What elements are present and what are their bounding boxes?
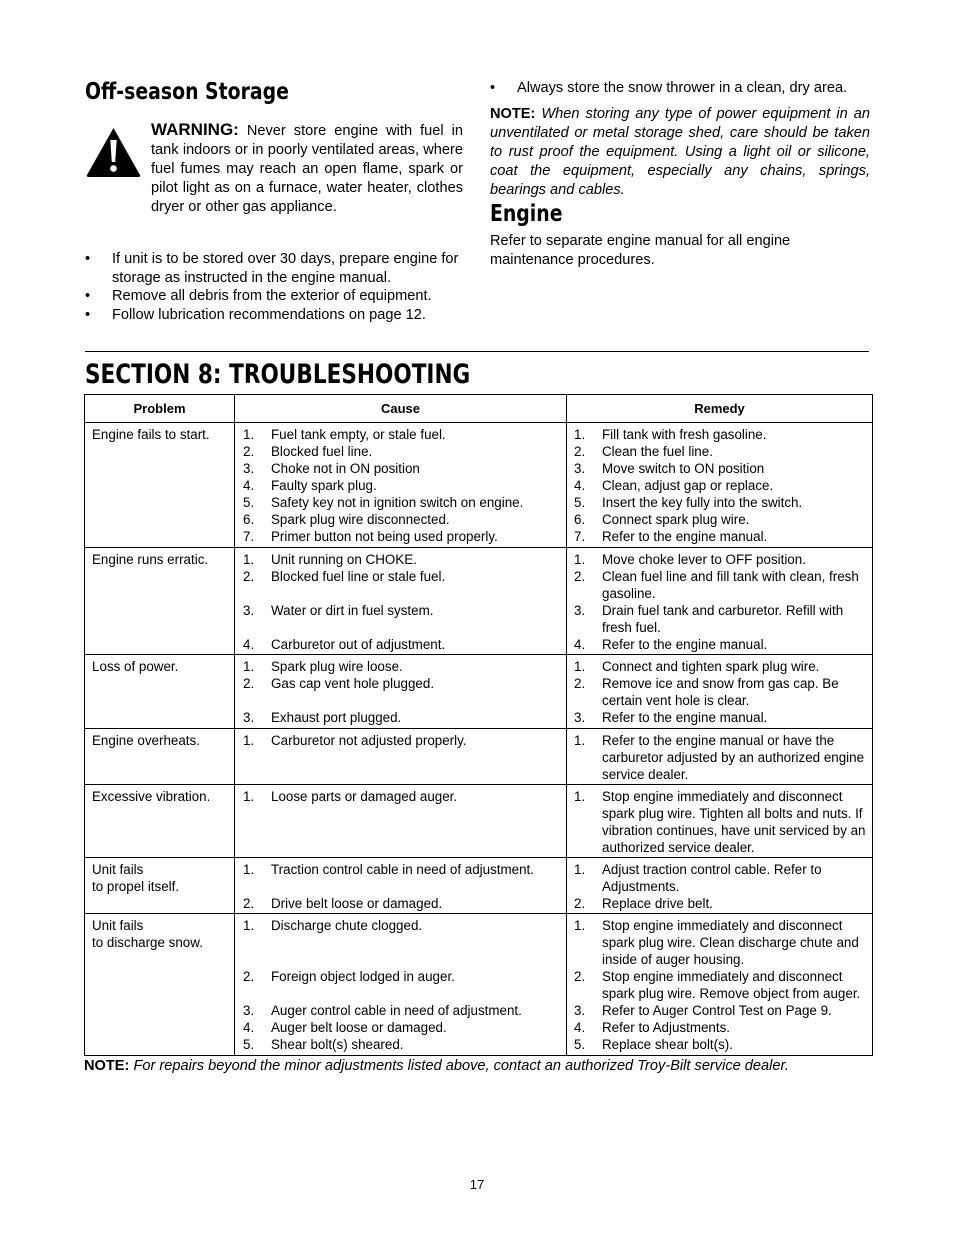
remedy-cell: 1. Refer to the engine manual or have the carburetor adjusted by an authorized engine service dealer. xyxy=(567,729,873,785)
table-header-row xyxy=(85,395,873,423)
warning-label: WARNING: xyxy=(151,120,239,139)
remedy-cell: 1. Adjust traction control cable. Refer to Adjustments. 2. Replace drive belt. xyxy=(567,858,873,914)
right-bullet-list xyxy=(490,79,870,98)
right-column xyxy=(490,78,870,270)
remedy-cell: 1. Stop engine immediately and disconnect spark plug wire. Tighten all bolts and nuts. If vibration continues, have unit serviced by an authorized service dealer. xyxy=(567,785,873,858)
note-label: NOTE: xyxy=(490,105,536,122)
storage-bullet-list xyxy=(85,250,463,325)
note-text: For repairs beyond the minor adjustments listed above, contact an authorized Troy-Bilt service dealer. xyxy=(133,1058,789,1074)
engine-text: Refer to separate engine manual for all engine maintenance procedures. xyxy=(490,232,791,268)
cause-cell: 1. Fuel tank empty, or stale fuel. 2. Blocked fuel line. 3. Choke not in ON position 4. Faulty spark plug. 5. Safety key not in ignition switch on engine. 6. Spark plug wire disconnected. 7. Primer button not being used properly. xyxy=(235,423,567,548)
column-header-remedy: Remedy xyxy=(567,395,873,423)
problem-cell: Engine runs erratic. xyxy=(85,548,235,655)
problem-cell: Unit fails to discharge snow. xyxy=(85,914,235,1056)
problem-cell: Unit fails to propel itself. xyxy=(85,858,235,914)
page-number: 17 xyxy=(469,1177,485,1192)
cause-cell: 1. Traction control cable in need of adjustment. 2. Drive belt loose or damaged. xyxy=(235,858,567,914)
warning-block xyxy=(85,120,463,216)
cause-cell: 1. Loose parts or damaged auger. xyxy=(235,785,567,858)
cause-cell: 1. Spark plug wire loose. 2. Gas cap vent hole plugged. 3. Exhaust port plugged. xyxy=(235,655,567,729)
table-row xyxy=(85,655,873,729)
warning-triangle-icon xyxy=(85,126,142,178)
remedy-cell: 1. Connect and tighten spark plug wire. 2. Remove ice and snow from gas cap. Be certain vent hole is clear. 3. Refer to the engine manual. xyxy=(567,655,873,729)
problem-cell: Loss of power. xyxy=(85,655,235,729)
problem-cell: Engine overheats. xyxy=(85,729,235,785)
list-item: • Always store the snow thrower in a clean, dry area. xyxy=(490,80,848,96)
troubleshooting-table xyxy=(84,394,873,1056)
offseason-heading: Off-season Storage xyxy=(85,79,289,105)
remedy-cell: 1. Fill tank with fresh gasoline. 2. Clean the fuel line. 3. Move switch to ON position 4. Clean, adjust gap or replace. 5. Insert the key fully into the switch. 6. Connect spark plug wire. 7. Refer to the engine manual. xyxy=(567,423,873,548)
table-row xyxy=(85,548,873,655)
remedy-cell: 1. Move choke lever to OFF position. 2. Clean fuel line and fill tank with clean, fresh gasoline. 3. Drain fuel tank and carburetor. Refill with fresh fuel. 4. Refer to the engine manual. xyxy=(567,548,873,655)
column-header-problem: Problem xyxy=(85,395,235,423)
table-row xyxy=(85,729,873,785)
problem-cell: Excessive vibration. xyxy=(85,785,235,858)
table-row xyxy=(85,423,873,548)
column-header-cause: Cause xyxy=(235,395,567,423)
warning-body: Never store engine with fuel in tank indoors or in poorly ventilated areas, where fuel fumes may reach an open flame, spark or pilot light as on a furnace, water heater, clothes dryer or other gas appliance. xyxy=(151,123,464,215)
note-text: When storing any type of power equipment in an unventilated or metal storage shed, care should be taken to rust proof the equipment. Using a light oil or silicone, coat the equipment, especially any chains, springs, bearings and cables. xyxy=(490,105,871,198)
remedy-cell: 1. Stop engine immediately and disconnect spark plug wire. Clean discharge chute and inside of auger housing. 2. Stop engine immediately and disconnect spark plug wire. Remove object from auger. 3. Refer to Auger Control Test on Page 9. 4. Refer to Adjustments. 5. Replace shear bolt(s). xyxy=(567,914,873,1056)
cause-cell: 1. Unit running on CHOKE. 2. Blocked fuel line or stale fuel. 3. Water or dirt in fuel system. 4. Carburetor out of adjustment. xyxy=(235,548,567,655)
warning-text xyxy=(151,120,463,217)
offseason-storage-section xyxy=(85,78,463,325)
storage-note xyxy=(490,105,870,200)
list-item: • Follow lubrication recommendations on page 12. xyxy=(85,307,426,324)
table-row xyxy=(85,858,873,914)
list-item: • Remove all debris from the exterior of equipment. xyxy=(85,288,432,305)
list-item: • If unit is to be stored over 30 days, prepare engine for storage as instructed in the engine manual. xyxy=(85,251,459,286)
engine-heading: Engine xyxy=(490,200,563,227)
problem-cell: Engine fails to start. xyxy=(85,423,235,548)
repairs-note xyxy=(84,1057,789,1075)
cause-cell: 1. Carburetor not adjusted properly. xyxy=(235,729,567,785)
section-title: SECTION 8: TROUBLESHOOTING xyxy=(85,359,471,390)
table-row xyxy=(85,785,873,858)
note-label: NOTE: xyxy=(84,1058,130,1074)
section-divider xyxy=(85,351,869,352)
table-row xyxy=(85,914,873,1056)
cause-cell: 1. Discharge chute clogged. 2. Foreign object lodged in auger. 3. Auger control cable in need of adjustment. 4. Auger belt loose or damaged. 5. Shear bolt(s) sheared. xyxy=(235,914,567,1056)
